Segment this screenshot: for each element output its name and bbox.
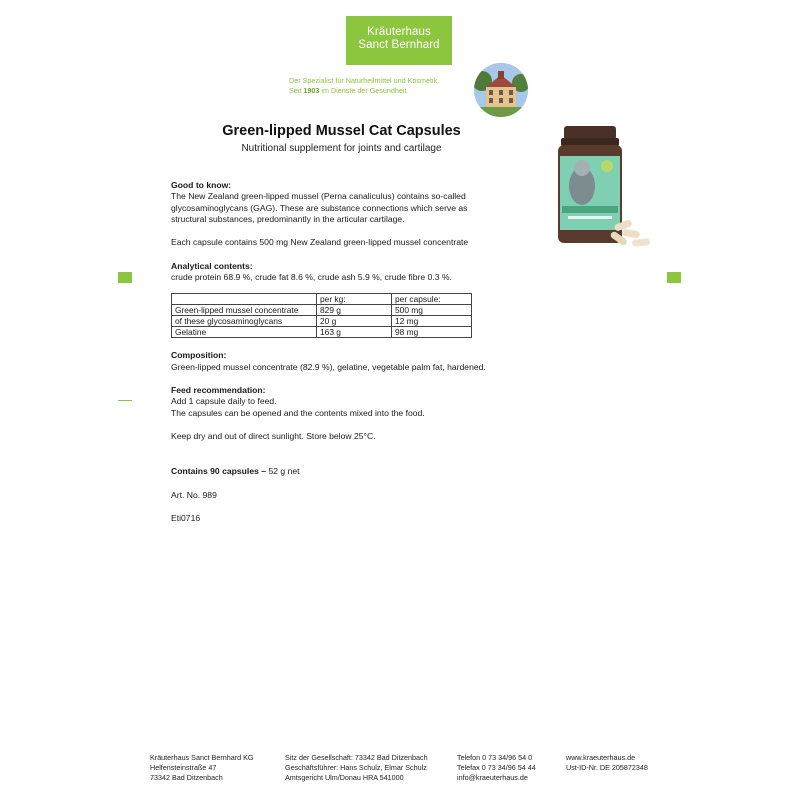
feed-line-1: Add 1 capsule daily to feed. xyxy=(171,396,277,407)
table-header-row xyxy=(172,294,472,305)
footer-web: www.kraeuterhaus.de Ust-ID-Nr. DE 205872348 xyxy=(566,753,648,772)
logo-line-2: Sanct Bernhard xyxy=(358,39,440,52)
analytical-heading: Analytical contents: xyxy=(171,260,253,271)
footer-email[interactable]: info@kraeuterhaus.de xyxy=(457,772,528,782)
company-building-photo xyxy=(474,63,528,117)
brand-logo xyxy=(346,16,452,65)
left-fold-marker xyxy=(118,272,132,283)
product-description xyxy=(171,180,491,525)
composition-text: Green-lipped mussel concentrate (82.9 %), gelatine, vegetable palm fat, hardened. xyxy=(171,361,486,372)
capsule-note: Each capsule contains 500 mg New Zealand green-lipped mussel concentrate xyxy=(171,237,469,248)
feed-line-2: The capsules can be opened and the contents mixed into the food. xyxy=(171,407,425,418)
col-per-kg: per kg: xyxy=(317,294,392,305)
good-to-know-text: The New Zealand green-lipped mussel (Perna canaliculus) contains so-called glycosaminoglycans (GAG). These are substance connections which serve as structural substances, predominantly in the articular cartilage. xyxy=(171,191,468,225)
page-title: Green-lipped Mussel Cat Capsules xyxy=(222,123,461,139)
storage-note: Keep dry and out of direct sunlight. Store below 25°C. xyxy=(171,431,376,442)
eti-code: Eti0716 xyxy=(171,513,201,524)
article-number: Art. No. 989 xyxy=(171,489,217,500)
tagline-line-2: Seit 1903 im Dienste der Gesundheit. xyxy=(289,86,409,96)
analytical-text: crude protein 68.9 %, crude fat 8.6 %, crude ash 5.9 %, crude fibre 0.3 %. xyxy=(171,272,452,283)
contents-line: Contains 90 capsules – 52 g net xyxy=(171,466,300,477)
col-per-capsule: per capsule: xyxy=(392,294,472,305)
table-row: of these glycosaminoglycans 20 g 12 mg xyxy=(172,316,472,327)
table-row: Gelatine 163 g 98 mg xyxy=(172,327,472,338)
good-to-know-heading: Good to know: xyxy=(171,180,232,190)
product-jar-image xyxy=(548,122,658,257)
tagline-year: 1903 xyxy=(303,86,320,96)
analytical-table xyxy=(171,293,472,338)
table-row: Green-lipped mussel concentrate 829 g 500 mg xyxy=(172,305,472,316)
tagline-line-1: Der Spezialist für Naturheilmittel und Kosmetik. xyxy=(289,76,440,85)
composition-heading: Composition: xyxy=(171,350,227,361)
right-fold-marker xyxy=(667,272,681,283)
footer-contact: Telefon 0 73 34/96 54 0 Telefax 0 73 34/96 54 44 info@kraeuterhaus.de xyxy=(457,753,536,782)
page-subtitle: Nutritional supplement for joints and cartilage xyxy=(241,143,442,154)
brand-tagline xyxy=(289,76,469,96)
footer-company: Kräuterhaus Sanct Bernhard KG Helfensteinstraße 47 73342 Bad Ditzenbach xyxy=(150,753,254,782)
feed-heading: Feed recommendation: xyxy=(171,385,266,396)
footer-legal: Sitz der Gesellschaft: 73342 Bad Ditzenbach Geschäftsführer: Hans Schulz, Elmar Schulz Amtsgericht Ulm/Donau HRA 541000 xyxy=(285,753,428,782)
footer-website[interactable]: www.kraeuterhaus.de xyxy=(566,753,636,762)
left-punch-marker xyxy=(118,400,132,401)
logo-line-1: Kräuterhaus xyxy=(367,26,431,38)
